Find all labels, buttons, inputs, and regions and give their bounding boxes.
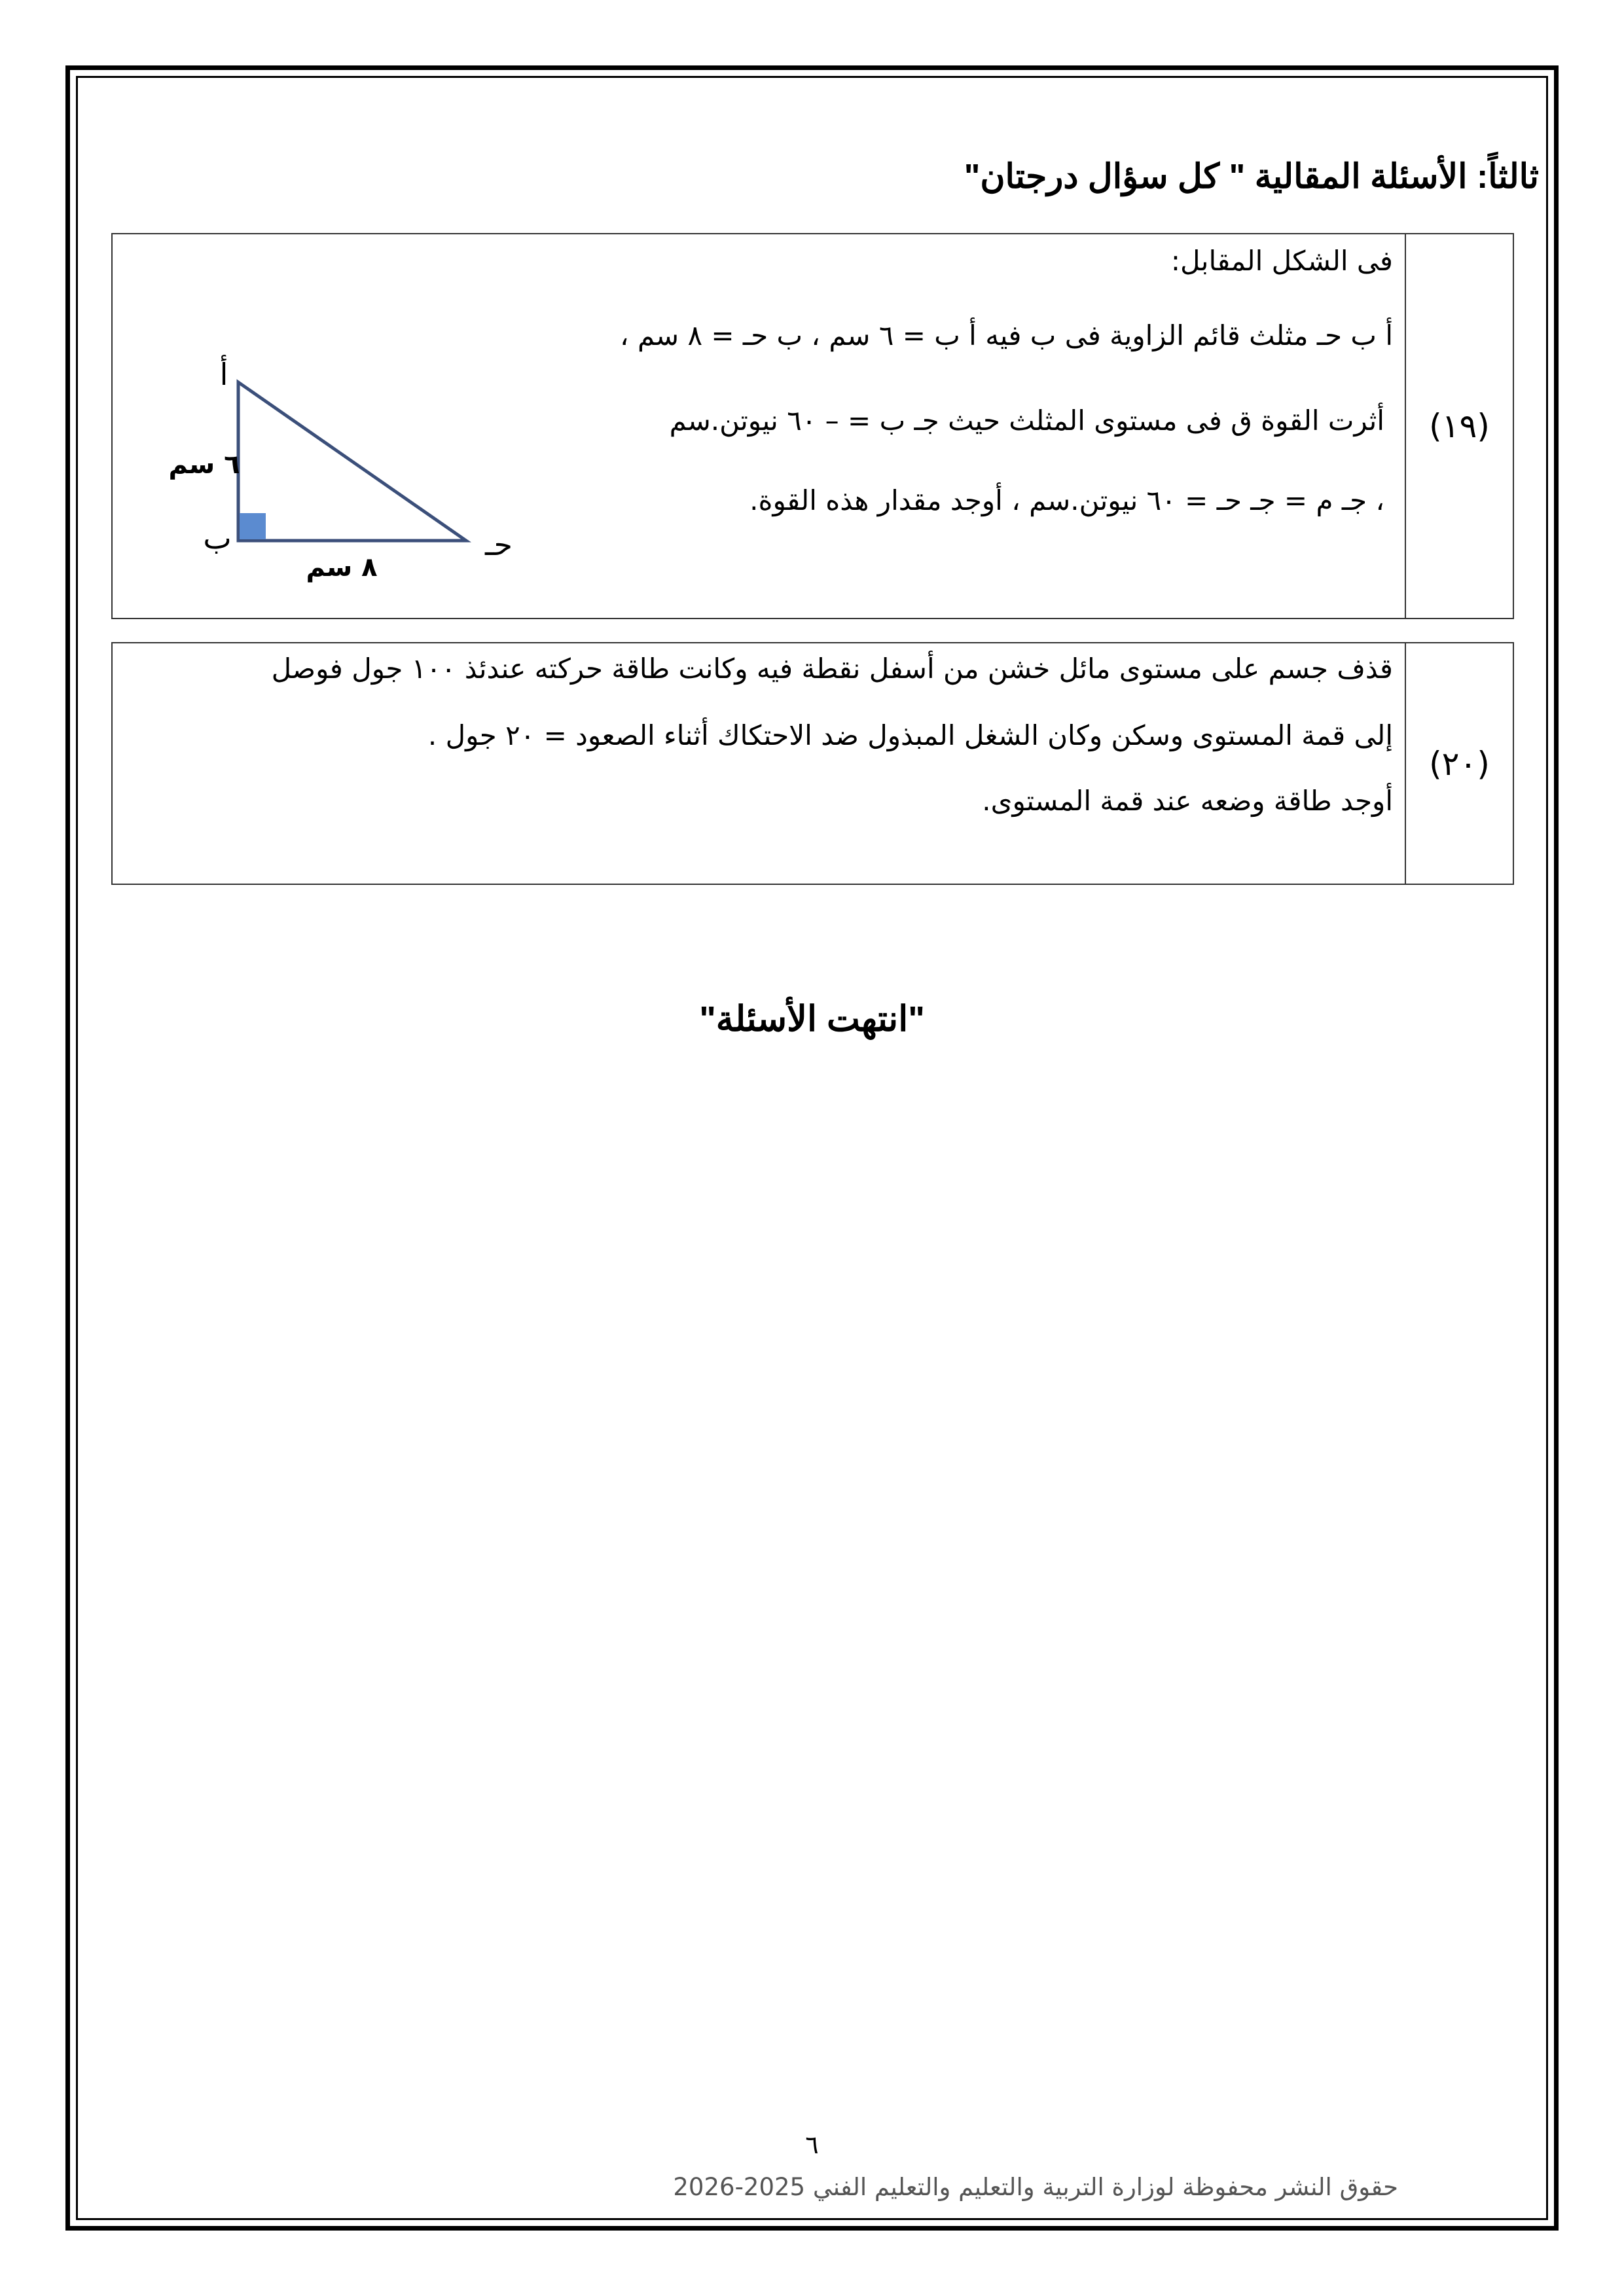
vertex-label-b: ب [203,520,232,556]
question-19-line-2: أ ب حـ مثلث قائم الزاوية فى ب فيه أ ب = ٦ سم ، ب حـ = ٨ سم ، [620,319,1393,351]
right-triangle-figure [113,234,571,620]
section-title: ثالثاً: الأسئلة المقالية " كل سؤال درجتان" [964,158,1539,196]
question-19-line-4: ، جـ م = جـ حـ = ٦٠ نيوتن.سم ، أوجد مقدار هذه القوة. [749,484,1384,516]
side-label-bc: ٨ سم [306,552,378,583]
question-19-line-3: أثرت القوة ق فى مستوى المثلث حيث جـ ب = – ٦٠ نيوتن.سم [669,404,1384,437]
copyright-notice: حقوق النشر محفوظة لوزارة التربية والتعليم والتعليم الفني 2025-2026 [673,2173,1398,2201]
vertex-label-a: أ [219,357,228,392]
question-20-number: (٢٠) [1405,643,1513,884]
question-19-line-1: فى الشكل المقابل: [1170,245,1393,277]
triangle-shape [238,382,466,541]
side-label-ab: ٦ سم [168,450,240,480]
vertex-label-c: حـ [485,527,513,562]
question-19-box [111,233,1514,619]
end-of-questions: "انتهت الأسئلة" [699,999,925,1039]
question-20-line-1: قذف جسم على مستوى مائل خشن من أسفل نقطة فيه وكانت طاقة حركته عندئذ ١٠٠ جول فوصل [271,653,1393,685]
question-19-number: (١٩) [1405,234,1513,618]
question-20-box [111,642,1514,885]
question-20-line-2: إلى قمة المستوى وسكن وكان الشغل المبذول ضد الاحتكاك أثناء الصعود = ٢٠ جول . [427,719,1393,751]
right-angle-marker [240,513,266,539]
question-20-line-3: أوجد طاقة وضعه عند قمة المستوى. [982,785,1393,817]
page-number: ٦ [805,2130,819,2159]
